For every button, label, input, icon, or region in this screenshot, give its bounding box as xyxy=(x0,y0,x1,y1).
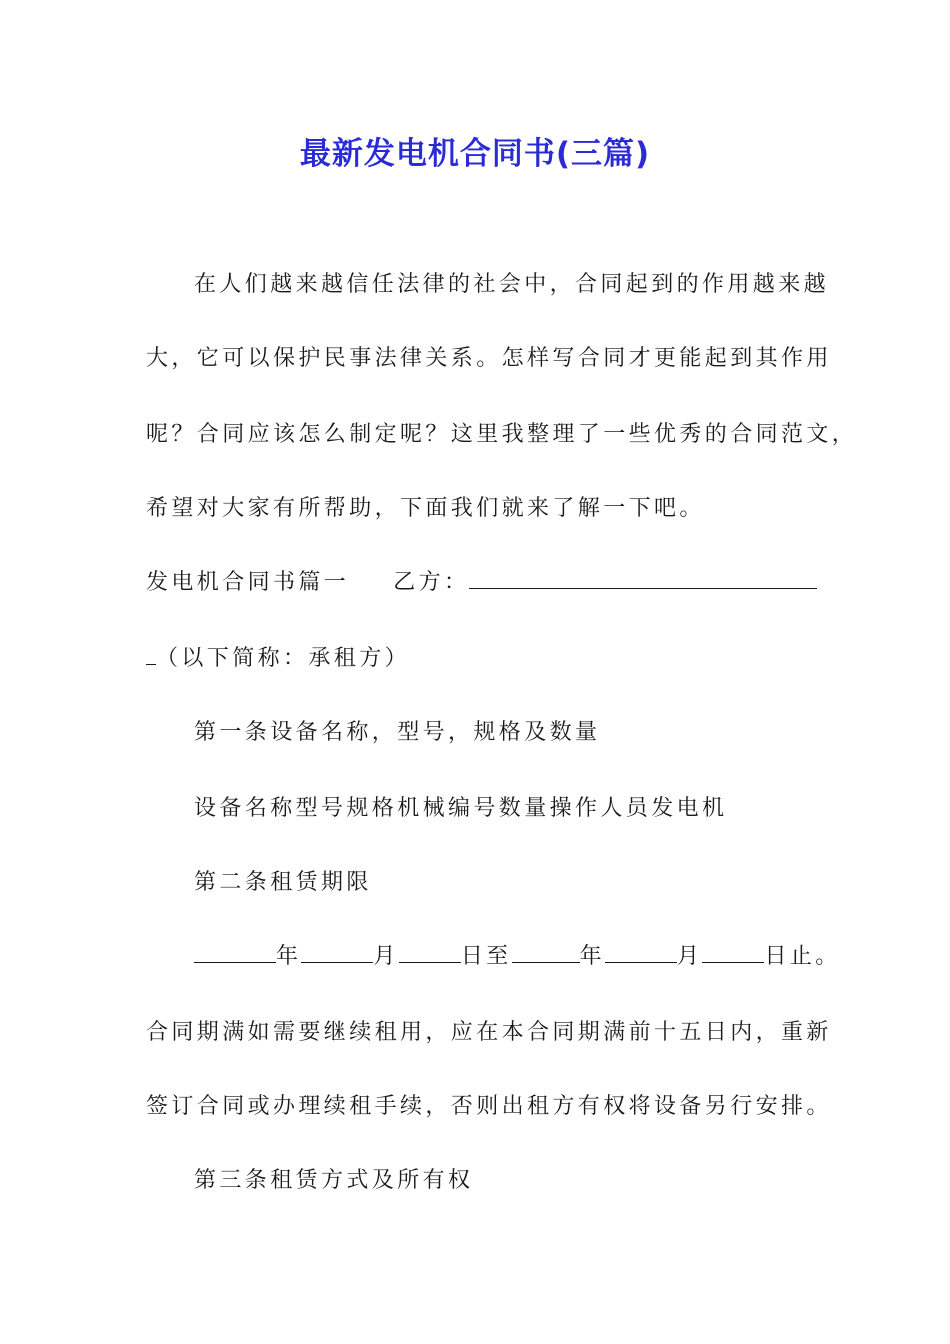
party-b-blank-continued xyxy=(146,644,156,665)
article2-line-2: 签订合同或办理续租手续，否则出租方有权将设备另行安排。 xyxy=(146,1094,832,1119)
start-year-unit: 年 xyxy=(276,944,302,969)
end-day-blank xyxy=(702,942,764,963)
article2-line-1: 合同期满如需要继续租用，应在本合同期满前十五日内，重新 xyxy=(146,1020,832,1045)
document-title: 最新发电机合同书(三篇) xyxy=(299,136,651,172)
party-b-blank xyxy=(469,568,817,589)
end-month-unit: 月 xyxy=(677,944,703,969)
article2-title: 第二条租赁期限 xyxy=(194,870,372,895)
start-day-unit: 日至 xyxy=(460,944,512,969)
intro-line-4: 希望对大家有所帮助，下面我们就来了解一下吧。 xyxy=(146,496,705,521)
end-year-blank xyxy=(512,942,580,963)
start-day-blank xyxy=(399,942,461,963)
section-heading: 发电机合同书篇一 xyxy=(146,570,350,595)
end-day-unit: 日止。 xyxy=(764,944,841,969)
end-month-blank xyxy=(605,942,677,963)
end-year-unit: 年 xyxy=(579,944,606,969)
start-month-unit: 月 xyxy=(373,944,399,969)
party-b-label: 乙方： xyxy=(393,570,470,595)
article1-title: 第一条设备名称，型号，规格及数量 xyxy=(194,720,601,745)
party-b-note-line xyxy=(146,644,816,674)
date-range-line xyxy=(194,942,864,972)
article3-title: 第三条租赁方式及所有权 xyxy=(194,1168,474,1193)
intro-line-1: 在人们越来越信任法律的社会中，合同起到的作用越来越 xyxy=(194,272,830,297)
article1-table-header: 设备名称型号规格机械编号数量操作人员发电机 xyxy=(194,796,728,821)
start-year-blank xyxy=(194,942,276,963)
start-month-blank xyxy=(301,942,373,963)
section-heading-line xyxy=(146,568,816,598)
intro-line-2: 大，它可以保护民事法律关系。怎样写合同才更能起到其作用 xyxy=(146,346,832,371)
intro-line-3: 呢？合同应该怎么制定呢？这里我整理了一些优秀的合同范文， xyxy=(146,422,858,447)
party-b-note: （以下简称：承租方） xyxy=(156,646,411,671)
